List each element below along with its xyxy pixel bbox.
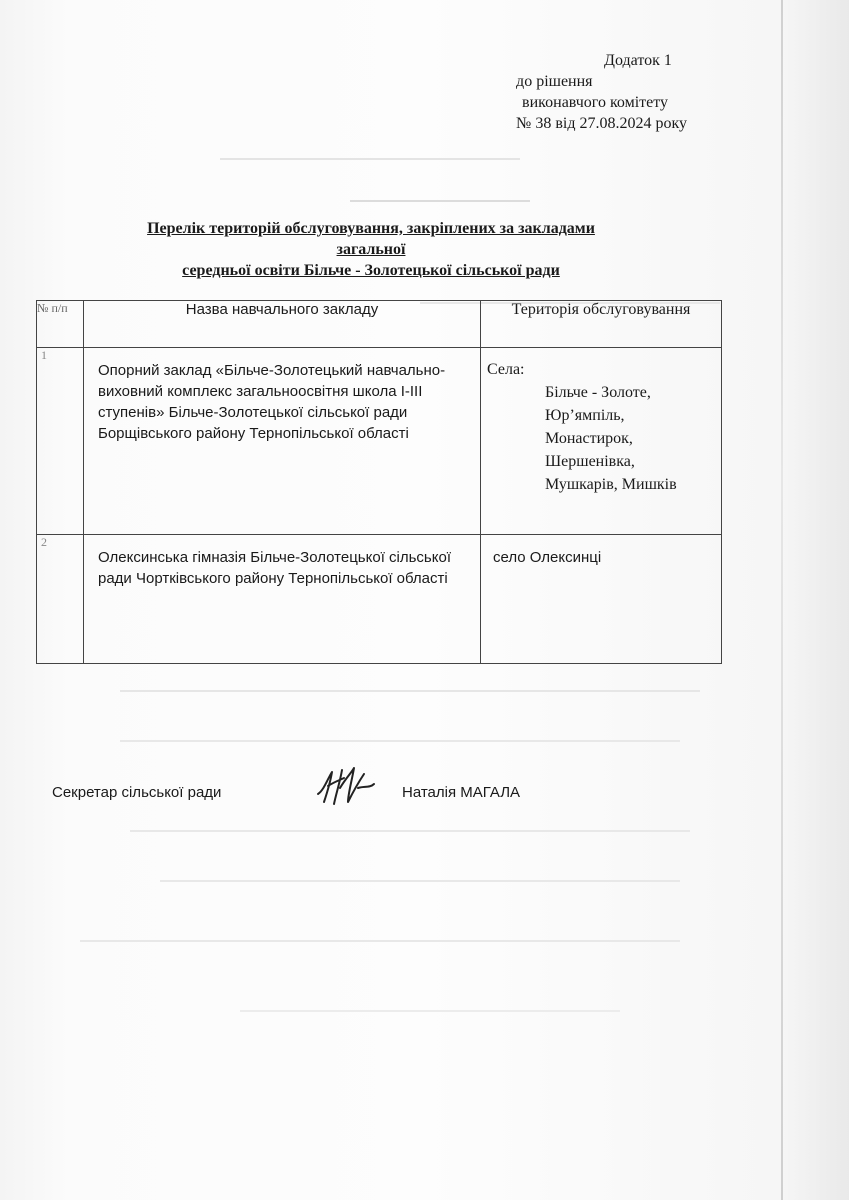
bleed-through-line bbox=[220, 158, 520, 160]
village-item: Більче - Золоте, bbox=[545, 384, 651, 401]
addendum-block bbox=[516, 50, 687, 134]
table-header-row bbox=[37, 301, 722, 348]
header-num: № п/п bbox=[37, 301, 84, 348]
paper-edge bbox=[781, 0, 783, 1200]
table-row bbox=[37, 535, 722, 664]
signer-role: Секретар сільської ради bbox=[52, 784, 222, 801]
bleed-through-line bbox=[80, 940, 680, 942]
document-title bbox=[76, 218, 666, 281]
bleed-through-line bbox=[130, 830, 690, 832]
bleed-through-line bbox=[350, 200, 530, 202]
bleed-through-line bbox=[120, 740, 680, 742]
territory-cell bbox=[481, 348, 722, 535]
header-territory: Територія обслуговування bbox=[481, 301, 722, 348]
handwritten-signature bbox=[314, 764, 384, 808]
village-item: Монастирок, bbox=[545, 430, 633, 447]
addendum-committee: виконавчого комітету bbox=[522, 94, 669, 111]
village-item: Шершенівка, bbox=[545, 453, 635, 470]
table-row bbox=[37, 348, 722, 535]
addendum-number: Додаток 1 bbox=[604, 52, 672, 69]
village-item: Юр’ямпіль, bbox=[545, 407, 625, 424]
addendum-decision: до рішення bbox=[516, 73, 593, 90]
addendum-date: № 38 від 27.08.2024 року bbox=[516, 115, 687, 132]
bleed-through-line bbox=[240, 1010, 620, 1012]
title-line-3: середньої освіти Більче - Золотецької сільської ради bbox=[182, 262, 560, 279]
territory-label: Села: bbox=[487, 361, 525, 378]
bleed-through-line bbox=[160, 880, 680, 882]
signer-name: Наталія МАГАЛА bbox=[402, 784, 521, 801]
title-line-1: Перелік територій обслуговування, закріплених за закладами bbox=[147, 220, 595, 237]
schools-table bbox=[36, 300, 722, 664]
bleed-through-line bbox=[120, 690, 700, 692]
row-number: 1 bbox=[37, 348, 84, 535]
header-school-name: Назва навчального закладу bbox=[84, 301, 481, 348]
village-item: Мушкарів, Мишків bbox=[545, 476, 677, 493]
territory-cell: село Олексинці bbox=[481, 535, 722, 664]
row-number: 2 bbox=[37, 535, 84, 664]
school-name: Олексинська гімназія Більче-Золотецької сільської ради Чортківського району Тернопільської області bbox=[84, 535, 481, 664]
school-name: Опорний заклад «Більче-Золотецький навчально-виховний комплекс загальноосвітня школа І-ІІІ ступенів» Більче-Золотецької сільської ради Борщівського району Тернопільської області bbox=[84, 348, 481, 535]
village-list bbox=[487, 381, 715, 496]
title-line-2: загальної bbox=[336, 241, 406, 258]
